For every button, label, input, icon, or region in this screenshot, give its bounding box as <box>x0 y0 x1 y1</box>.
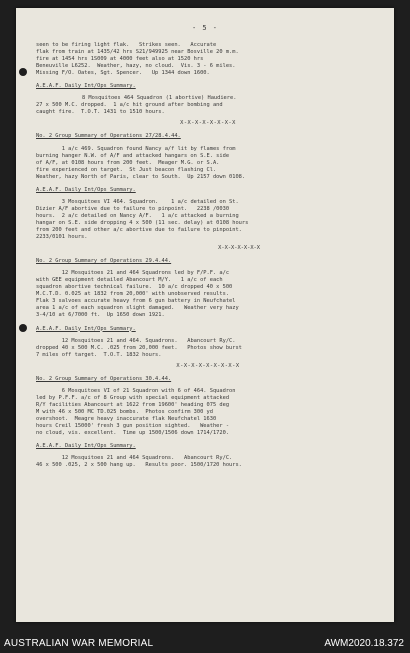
text-line: Flak 3 salvoes accurate heavy from 6 gun battery in Neufchatel <box>36 298 236 305</box>
report-paragraph <box>36 388 380 437</box>
section-heading: A.E.A.F. Daily Int/Ops Summary. <box>36 83 136 90</box>
report-paragraph <box>36 95 380 102</box>
text-line: no cloud, vis. excellent. Time up 1500/1506 down 1714/1720. <box>36 430 230 437</box>
text-line: fire experienced on target. St Just beacon flashing Cl. <box>36 166 217 173</box>
text-line: hangar on S.E. side dropping 4 x 500 (11 sec. delay) at 0108 hours <box>36 219 249 226</box>
report-paragraph <box>36 270 380 319</box>
text-line: burning hanger N.W. of A/F and attacked hangars on S.E. side <box>36 152 230 159</box>
text-line: overshoot. Meagre heavy inaccurate flak Neufchatel 1630 <box>36 415 217 422</box>
archive-name: AUSTRALIAN WAR MEMORIAL <box>4 638 154 649</box>
text-line: R/Y facilities Abancourt at 1622 from 19600' heading 075 deg <box>36 401 230 408</box>
text-line: M.C.T.D. 0.025 at 1832 from 20,000' with unobserved results. <box>36 291 230 298</box>
text-line: Weather, hazy North of Paris, clear to South. Up 2157 down 0108. <box>36 173 246 180</box>
section-heading: A.E.A.F. Daily Int/Ops Summary. <box>36 325 136 332</box>
section-heading: No. 2 Group Summary of Operations 30.4.44. <box>36 375 172 382</box>
text-line: Missing F/O. Oates, Sgt. Spencer. Up 1344 down 1600. <box>36 70 210 77</box>
report-paragraph <box>36 338 380 359</box>
text-line: led by P.F.F. a/c of 8 Group with special equipment attacked <box>36 394 230 401</box>
report-paragraph <box>36 42 380 77</box>
punch-hole <box>19 324 27 332</box>
text-line: fire at 1454 hrs 1S009 at 4000 feet also at 1520 hrs <box>36 56 204 63</box>
section-separator: X-X-X-X-X-X-X-X <box>180 120 236 127</box>
text-line: 6 Mosquitoes VI of 21 Squadron with 6 of 464. Squadron <box>36 387 236 394</box>
section-heading: A.E.A.F. Daily Int/Ops Summary. <box>36 443 136 450</box>
text-line: area 1 a/c of each squadron slight damaged. Weather very hazy <box>36 305 239 312</box>
text-line: caught fire. T.O.T. 1431 to 1510 hours. <box>36 109 165 116</box>
text-line: Beneuville L6252. Weather, hazy, no cloud. Vis. 3 - 6 miles. <box>36 63 236 70</box>
text-line: 2233/0101 hours. <box>36 234 88 241</box>
text-line: of A/F, at 0108 hours from 200 feet. Meager M.G. or S.A. <box>36 159 220 166</box>
text-line: 7 miles off target. T.O.T. 1832 hours. <box>36 351 162 358</box>
text-line: 3-4/10 at 6/7000 ft. Up 1650 down 1921. <box>36 312 165 319</box>
accession-number: AWM2020.18.372 <box>324 638 404 649</box>
text-line: 8 Mosquitoes 464 Squadron (1 abortive) Haudiere. <box>82 95 237 102</box>
text-line: hours Creil 15000' fresh 3 gun position sighted. Weather - <box>36 423 230 430</box>
text-line: from 200 feet and other a/c abortive due to failure to pinpoint. <box>36 226 242 233</box>
text-line: with GEE equipment detailed Abancourt M/Y. 1 a/c of each <box>36 277 223 284</box>
section-heading: No. 2 Group Summary of Operations 27/28.4.44. <box>36 133 181 140</box>
text-line: 3 Mosquitoes VI 464. Squadron. 1 a/c detailed on St. <box>36 198 239 205</box>
section-heading: A.E.A.F. Daily Int/Ops Summary. <box>36 186 136 193</box>
text-line: dropped 40 x 500 M.C. .025 from 20,000 feet. Photos show burst <box>36 344 242 351</box>
punch-hole <box>19 68 27 76</box>
text-line: 12 Mosquitoes 21 and 464. Squadrons. Abancourt Ry/C. <box>36 337 236 344</box>
text-line: seen to be firing light flak. Strikes seen. Accurate <box>36 42 217 48</box>
text-line: M with 46 x 500 MC TD.025 bombs. Photos confirm 300 yd <box>36 408 213 415</box>
section-separator: X-X-X-X-X-X-X-X-X <box>176 362 240 369</box>
text-line: flak from train at 1435/42 hrs S21/949925 near Bosville 20 m.m. <box>36 49 239 56</box>
document-page <box>16 8 394 622</box>
text-line: 12 Mosquitoes 21 and 464 Squadrons led by F/P.F. a/c <box>36 270 230 277</box>
text-line: hours. 2 a/c detailed on Nancy A/F. 1 a/c attacked a burning <box>36 212 239 219</box>
page-number: - 5 - <box>191 24 219 32</box>
text-line: Dizier A/F abortive due to failure to pinpoint. 2238 /0030 <box>36 205 230 212</box>
text-line: 1 a/c 469. Squadron found Nancy a/f lit by flames from <box>36 145 236 152</box>
report-paragraph <box>36 146 380 181</box>
document-body <box>36 42 380 469</box>
text-line: 46 x 500 .025, 2 x 500 hang up. Results poor. 1500/1720 hours. <box>36 462 242 469</box>
report-paragraph <box>36 102 380 116</box>
report-paragraph <box>36 199 380 241</box>
text-line: 12 Mosquitoes 21 and 464 Squadrons. Abancourt Ry/C. <box>36 455 233 462</box>
section-separator: X-X-X-X-X-X-X <box>218 245 260 252</box>
text-line: squadron abortive technical failure. 10 a/c dropped 40 x 500 <box>36 284 233 291</box>
text-line: 27 x 500 M.C. dropped. 1 a/c hit ground after bombing and <box>36 102 223 109</box>
section-heading: No. 2 Group Summary of Operations 29.4.44. <box>36 258 172 265</box>
caption-bar <box>0 636 410 653</box>
report-paragraph <box>36 455 380 469</box>
